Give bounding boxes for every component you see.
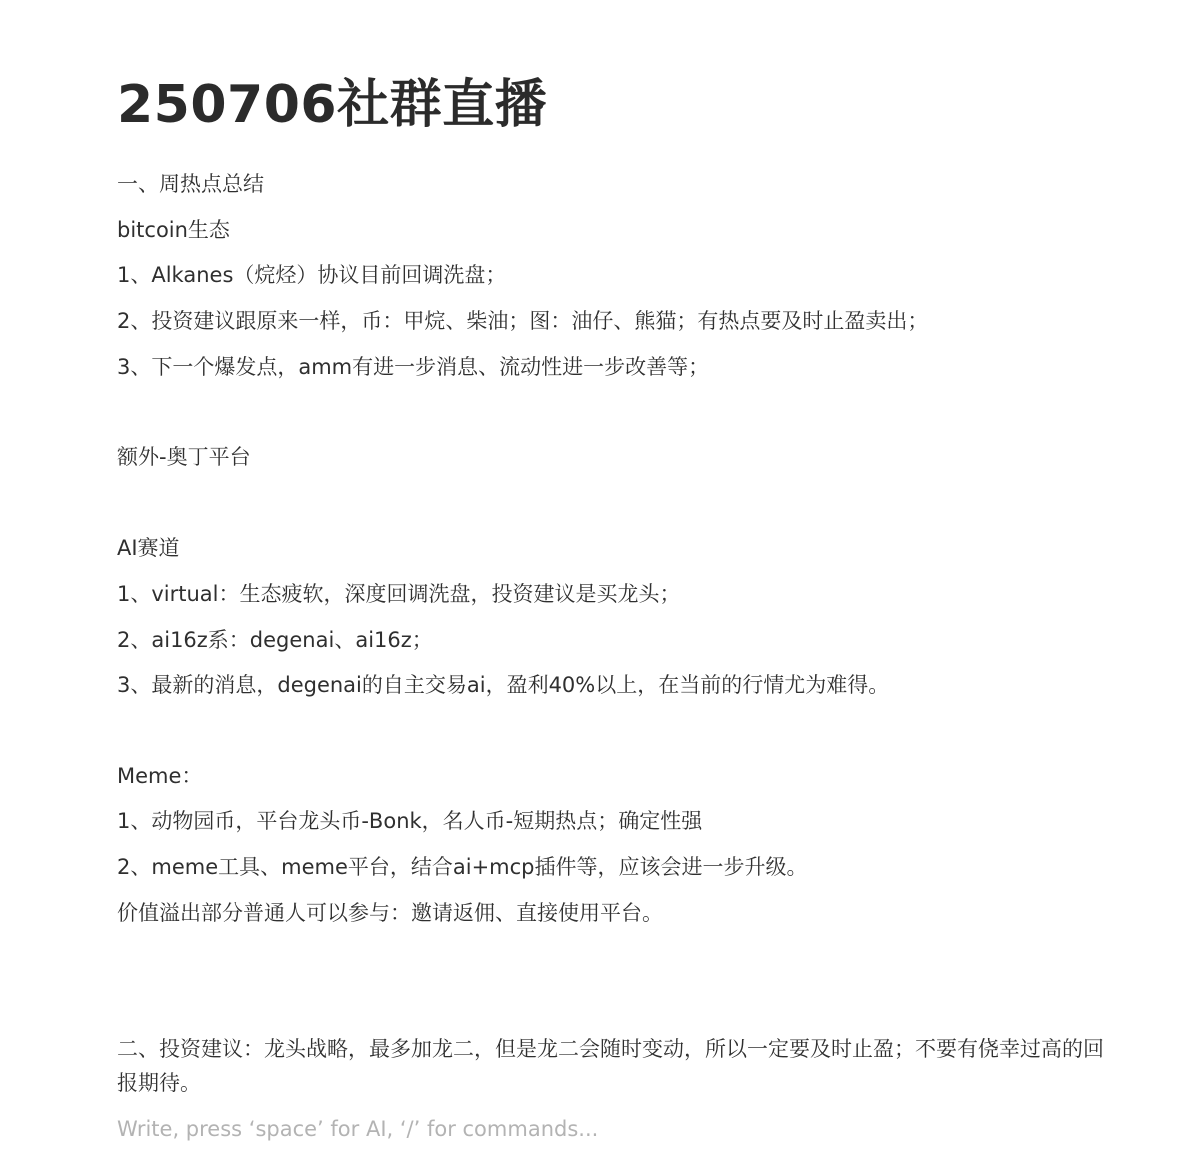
text-block[interactable]: 1、Alkanes（烷烃）协议目前回调洗盘； bbox=[117, 263, 507, 287]
text-block[interactable]: 额外-奥丁平台 bbox=[117, 445, 251, 469]
text-block[interactable]: 二、投资建议：龙头战略，最多加龙二，但是龙二会随时变动，所以一定要及时止盈；不要有侥幸过高的回报期待。 bbox=[117, 1037, 1104, 1095]
text-block[interactable]: 价值溢出部分普通人可以参与：邀请返佣、直接使用平台。 bbox=[117, 901, 663, 925]
text-block[interactable]: 3、下一个爆发点，amm有进一步消息、流动性进一步改善等； bbox=[117, 355, 710, 379]
text-block[interactable]: 3、最新的消息，degenai的自主交易ai，盈利40%以上，在当前的行情尤为难得。 bbox=[117, 673, 890, 697]
page-title[interactable]: 250706社群直播 bbox=[117, 75, 548, 135]
text-block[interactable]: 2、投资建议跟原来一样，币：甲烷、柴油；图：油仔、熊猫；有热点要及时止盈卖出； bbox=[117, 309, 929, 333]
text-block[interactable]: 2、meme工具、meme平台，结合ai+mcp插件等，应该会进一步升级。 bbox=[117, 855, 808, 879]
editor-placeholder[interactable]: Write, press ‘space’ for AI, ‘/’ for commands... bbox=[117, 1117, 599, 1141]
text-block[interactable]: Meme： bbox=[117, 764, 203, 788]
text-block[interactable]: bitcoin生态 bbox=[117, 218, 230, 242]
text-block[interactable]: 1、virtual：生态疲软，深度回调洗盘，投资建议是买龙头； bbox=[117, 582, 681, 606]
text-block[interactable]: AI赛道 bbox=[117, 536, 180, 560]
text-block[interactable]: 2、ai16z系：degenai、ai16z； bbox=[117, 628, 433, 652]
text-block[interactable]: 一、周热点总结 bbox=[117, 172, 264, 196]
text-block[interactable]: 1、动物园币，平台龙头币-Bonk，名人币-短期热点；确定性强 bbox=[117, 809, 703, 833]
